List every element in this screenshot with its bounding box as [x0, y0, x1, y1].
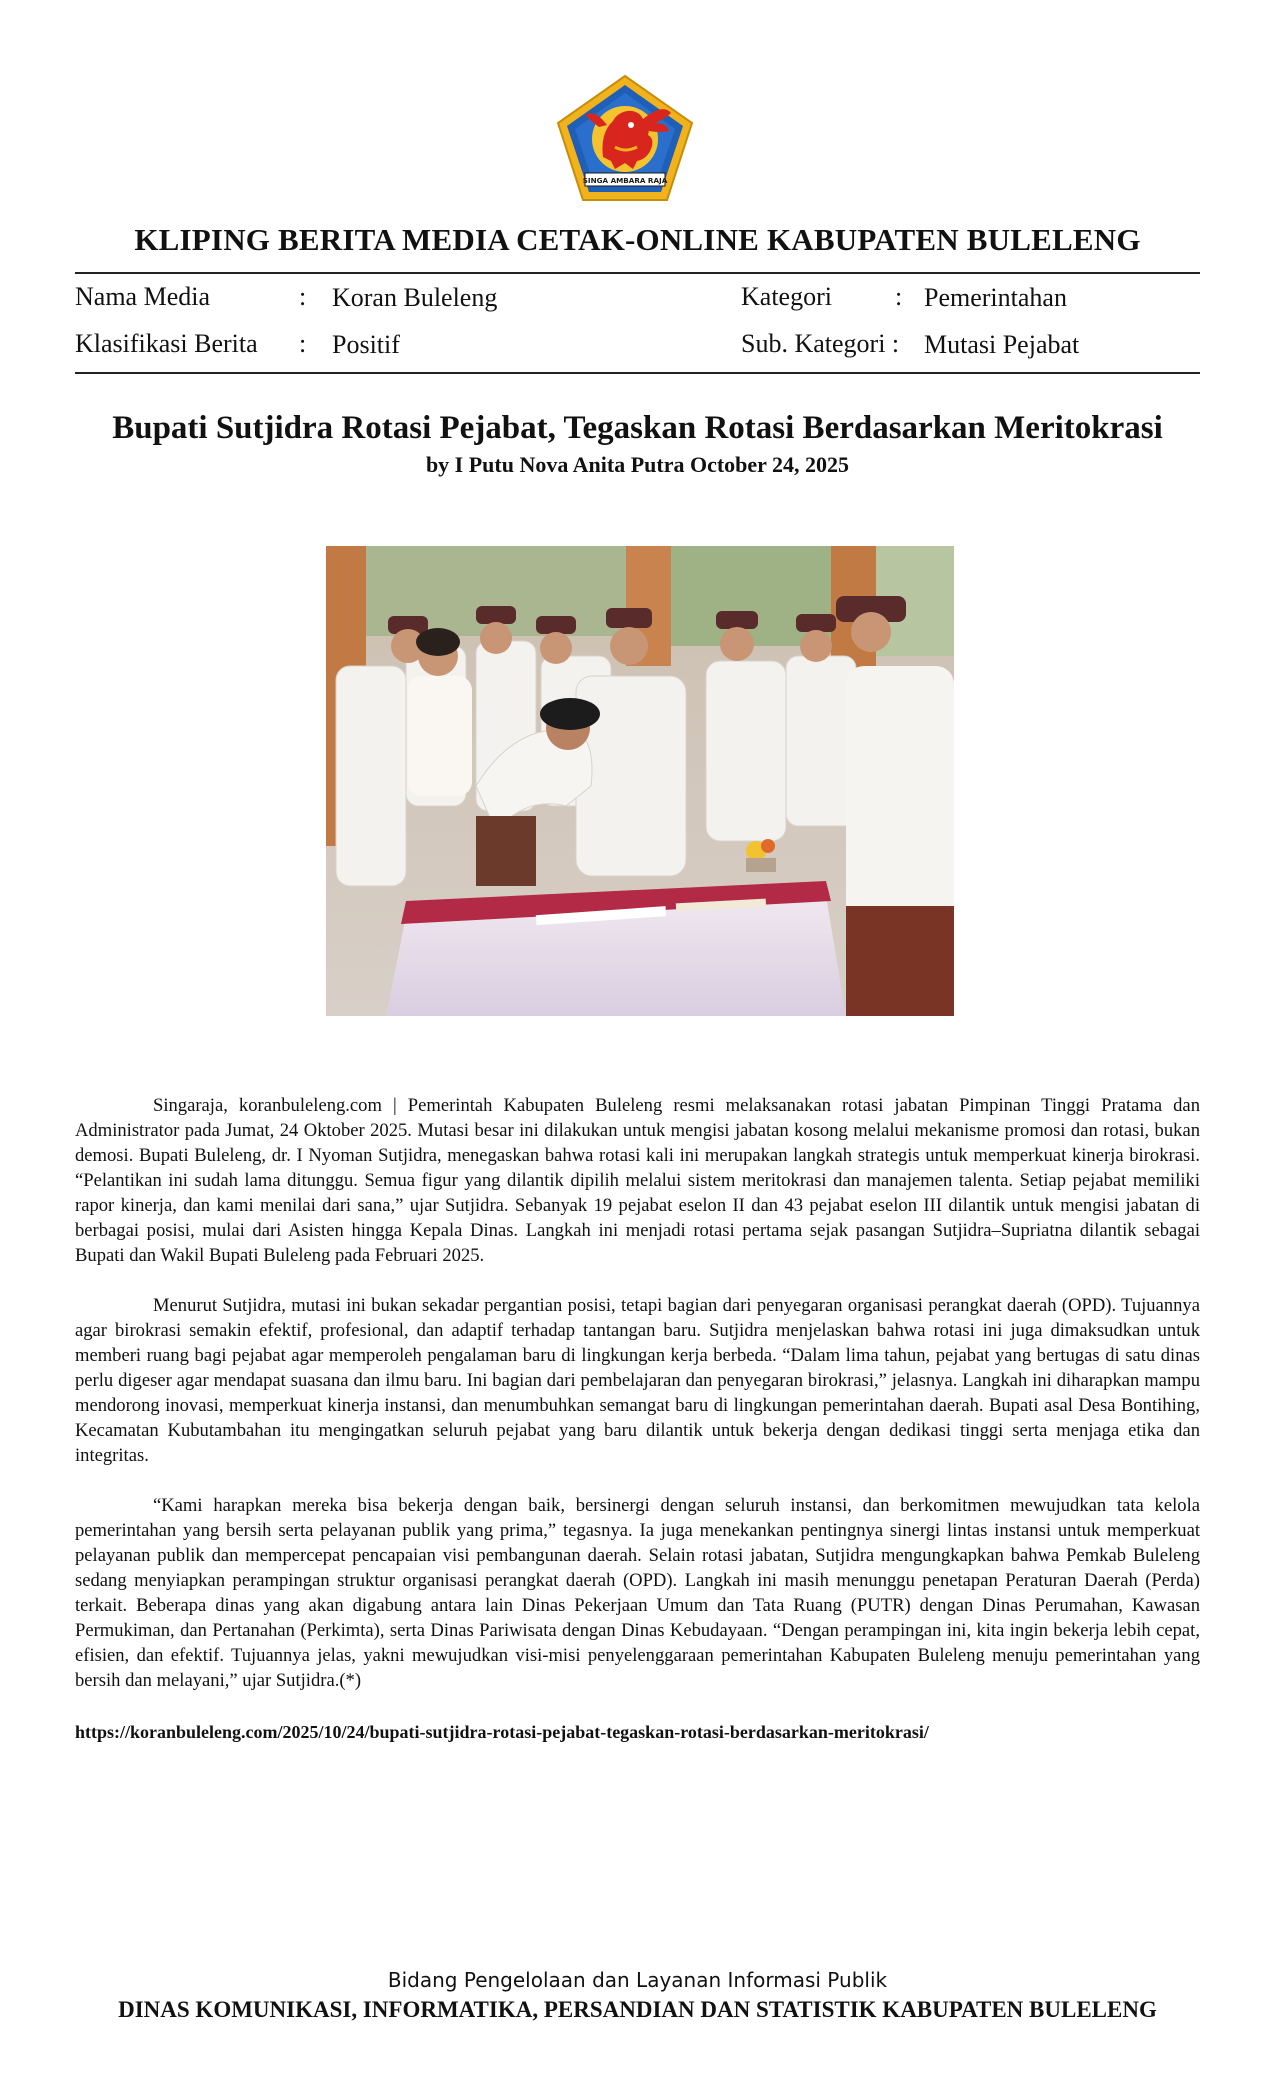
paragraph-3: “Kami harapkan mereka bisa bekerja dengan baik, bersinergi dengan seluruh instansi, dan berkomitmen mewujudkan tata kelola pemerintahan yang bersih serta pelayanan publik yang prima,” tegasnya. Ia juga menekankan pentingnya sinergi lintas instansi untuk memperkuat pelayanan publik dan mempercepat pencapaian visi pembangunan daerah. Selain rotasi jabatan, Sutjidra mengungkapkan bahwa Pemkab Buleleng sedang menyiapkan perampingan struktur organisasi perangkat daerah (OPD). Langkah ini masih menunggu penetapan Peraturan Daerah (Perda) terkait. Beberapa dinas yang akan digabung antara lain Dinas Pekerjaan Umum dan Tata Ruang (PUTR) dengan Dinas Perumahan, Kawasan Permukiman, dan Pertanahan (Perkimta), serta Dinas Pariwisata dengan Dinas Kebudayaan. “Dengan perampingan ini, kita ingin bekerja lebih cepat, efisien, dan efektif. Tujuannya jelas, yakni mewujudkan visi-misi penyelenggaraan pemerintahan Kabupaten Buleleng menuju pemerintahan yang bersih dan melayani,” ujar Sutjidra.(*) [75, 1495, 1200, 1691]
paragraph-1: Singaraja, koranbuleleng.com | Pemerintah Kabupaten Buleleng resmi melaksanakan rotasi jabatan Pimpinan Tinggi Pratama dan Administrator pada Jumat, 24 Oktober 2025. Mutasi besar ini dilakukan untuk mengisi jabatan kosong melalui mekanisme promosi dan rotasi, bukan demosi. Bupati Buleleng, dr. I Nyoman Sutjidra, menegaskan bahwa rotasi kali ini merupakan langkah strategis untuk memperkuat kinerja birokrasi. “Pelantikan ini sudah lama ditunggu. Semua figur yang dilantik dipilih melalui sistem meritokrasi dan manajemen talenta. Setiap pejabat memiliki rapor kinerja, dan kami menilai dari sana,” ujar Sutjidra. Sebanyak 19 pejabat eselon II dan 43 pejabat eselon III dilantik untuk mengisi jabatan di berbagai posisi, mulai dari Asisten hingga Kepala Dinas. Langkah ini menjadi rotasi pertama sejak pasangan Sutjidra–Supriatna dilantik sebagai Bupati dan Wakil Bupati Buleleng pada Februari 2025. [75, 1095, 1200, 1266]
bottom-divider [75, 372, 1200, 374]
sub-kategori-label: Sub. Kategori : [741, 329, 900, 358]
footer-agency: DINAS KOMUNIKASI, INFORMATIKA, PERSANDIAN DAN STATISTIK KABUPATEN BULELENG [118, 1997, 1157, 2022]
media-colon: : [299, 282, 307, 311]
document-title: KLIPING BERITA MEDIA CETAK-ONLINE KABUPATEN BULELENG [134, 222, 1141, 257]
klasifikasi-value: Positif [332, 330, 400, 359]
logo-motto: SINGA AMBARA RAJA [582, 176, 668, 185]
kategori-colon: : [895, 282, 903, 311]
article-headline: Bupati Sutjidra Rotasi Pejabat, Tegaskan Rotasi Berdasarkan Meritokrasi [112, 410, 1163, 446]
article-byline: by I Putu Nova Anita Putra October 24, 2025 [425, 452, 850, 477]
kabupaten-buleleng-logo [555, 73, 695, 203]
source-link[interactable]: https://koranbuleleng.com/2025/10/24/bupati-sutjidra-rotasi-pejabat-tegaskan-rotasi-berdasarkan-meritokrasi/ [75, 1722, 929, 1742]
article-body [75, 1093, 1200, 1718]
klasifikasi-label: Klasifikasi Berita [75, 329, 258, 358]
top-divider [75, 272, 1200, 274]
media-label: Nama Media [75, 282, 211, 311]
kategori-label: Kategori [741, 282, 832, 311]
sub-kategori-value: Mutasi Pejabat [924, 330, 1080, 359]
footer-department: Bidang Pengelolaan dan Layanan Informasi Publik [387, 1968, 888, 1992]
paragraph-2: Menurut Sutjidra, mutasi ini bukan sekadar pergantian posisi, tetapi bagian dari penyegaran organisasi perangkat daerah (OPD). Tujuannya agar birokrasi semakin efektif, profesional, dan adaptif terhadap tantangan baru. Sutjidra menjelaskan bahwa rotasi ini juga dimaksudkan untuk memberi ruang bagi pejabat agar memperoleh pengalaman baru di lingkungan kerja berbeda. “Dalam lima tahun, pejabat yang bertugas di satu dinas perlu digeser agar mendapat suasana dan ilmu baru. Ini bagian dari pembelajaran dan penyegaran birokrasi,” jelasnya. Langkah ini diharapkan mampu mendorong inovasi, memperkuat kinerja instansi, dan menumbuhkan semangat baru di lingkungan pemerintahan daerah. Bupati asal Desa Bontihing, Kecamatan Kubutambahan itu mengingatkan seluruh pejabat yang baru dilantik untuk bekerja dengan dedikasi tinggi serta menjaga etika dan integritas. [75, 1295, 1200, 1466]
media-value: Koran Buleleng [332, 283, 498, 312]
article-photo [326, 546, 954, 1016]
klasifikasi-colon: : [299, 329, 307, 358]
kategori-value: Pemerintahan [924, 283, 1067, 312]
